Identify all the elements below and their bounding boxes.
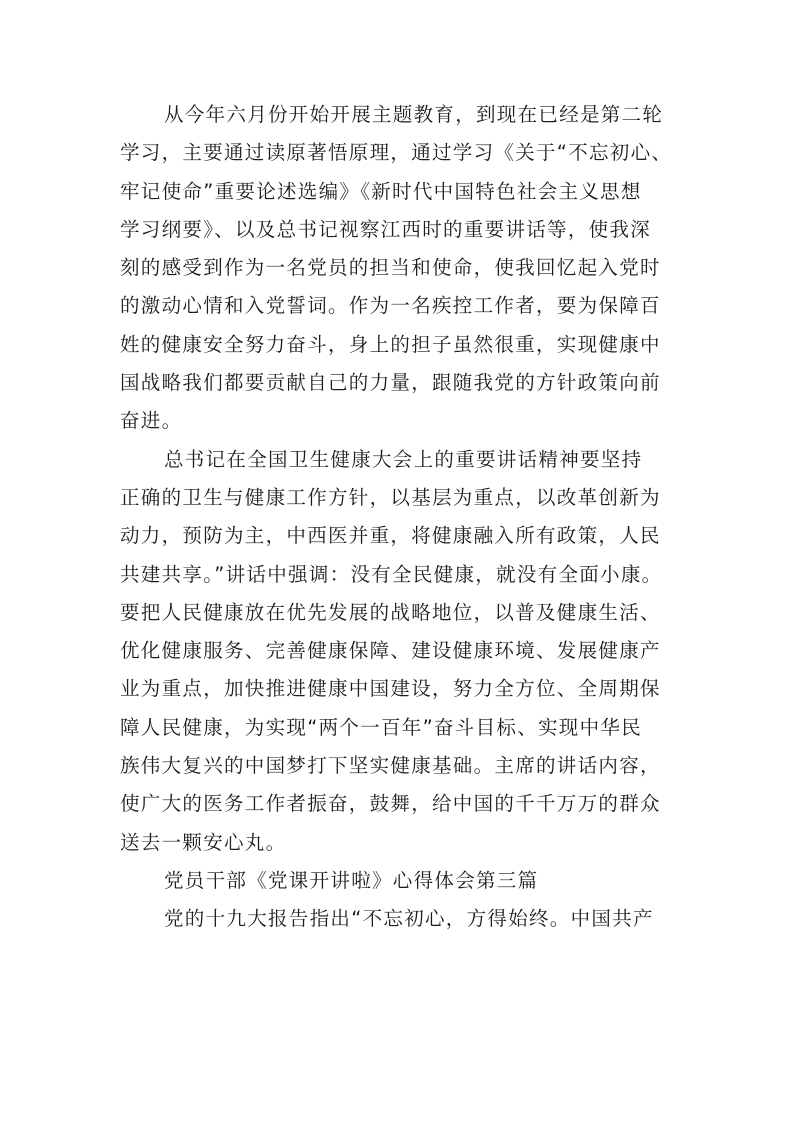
text-line-11: 正确的卫生与健康工作方针，以基层为重点，以改革创新为 [120, 485, 661, 509]
text-line-14: 要把人民健康放在优先发展的战略地位，以普及健康生活、 [120, 600, 661, 624]
text-line-1: 从今年六月份开始开展主题教育，到现在已经是第二轮 [164, 103, 664, 126]
text-line-18: 族伟大复兴的中国梦打下坚实健康基础。主席的讲话内容， [120, 754, 661, 778]
document-body [120, 96, 680, 939]
text-line-9: 奋进。 [120, 409, 183, 433]
text-line-20: 送去一颗安心丸。 [120, 830, 287, 854]
text-line-10: 总书记在全国卫生健康大会上的重要讲话精神要坚持 [164, 447, 643, 471]
section-heading: 党员干部《党课开讲啦》心得体会第三篇 [164, 868, 539, 892]
text-line-4: 学习纲要》、以及总书记视察江西时的重要讲话等，使我深 [120, 217, 652, 241]
text-line-13: 共建共享。”讲话中强调：没有全民健康，就没有全面小康。 [120, 562, 663, 586]
text-line-19: 使广大的医务工作者振奋，鼓舞，给中国的千千万万的群众 [120, 792, 661, 816]
text-line-8: 国战略我们都要贡献自己的力量，跟随我党的方针政策向前 [120, 371, 661, 395]
text-line-3: 牢记使命”重要论述选编》《新时代中国特色社会主义思想 [120, 179, 642, 203]
text-line-5: 刻的感受到作为一名党员的担当和使命，使我回忆起入党时 [120, 256, 661, 280]
text-line-7: 姓的健康安全努力奋斗，身上的担子虽然很重，实现健康中 [120, 332, 661, 356]
text-line-6: 的激动心情和入党誓词。作为一名疾控工作者，要为保障百 [120, 294, 661, 318]
text-line-22: 党的十九大报告指出“不忘初心，方得始终。中国共产 [164, 907, 654, 931]
text-line-12: 动力，预防为主，中西医并重，将健康融入所有政策，人民 [120, 524, 661, 548]
text-line-17: 障人民健康，为实现“两个一百年”奋斗目标、实现中华民 [120, 715, 643, 739]
text-line-2: 学习，主要通过读原著悟原理，通过学习《关于“不忘初心、 [120, 141, 673, 165]
text-line-16: 业为重点，加快推进健康中国建设，努力全方位、全周期保 [120, 677, 661, 701]
text-line-15: 优化健康服务、完善健康保障、建设健康环境、发展健康产 [120, 639, 661, 663]
